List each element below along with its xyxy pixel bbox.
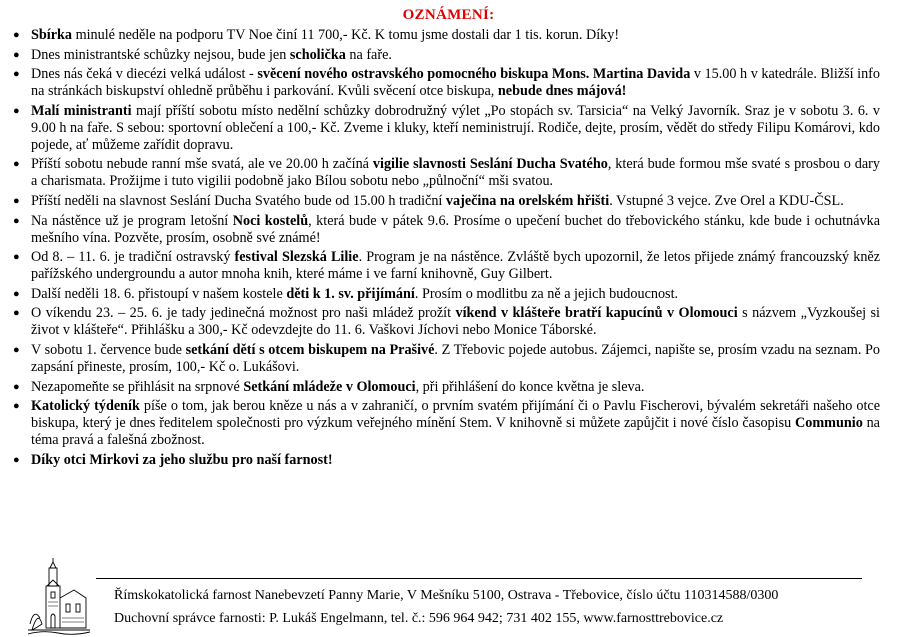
emphasized-text: Noci kostelů bbox=[232, 212, 309, 229]
footer-parish-info: Římskokatolická farnost Nanebevzetí Panny Marie, V Mešníku 5100, Ostrava - Třebovice, číslo účtu 110314588/0300 bbox=[114, 588, 779, 603]
footer-contact-info: Duchovní správce farnosti: P. Lukáš Engelmann, tel. č.: 596 964 942; 731 402 155, www.farnosttrebovice.cz bbox=[114, 611, 724, 626]
item-text: , která bude v pátek 9.6. Prosíme o upečení buchet do třebovického stánku, kde bude i ochutnávka mešního vína. Pozvěte, prosím, osobně své známé! bbox=[31, 212, 881, 246]
list-item bbox=[0, 379, 880, 396]
list-item bbox=[0, 66, 880, 100]
list-item bbox=[0, 398, 880, 449]
list-item bbox=[0, 305, 880, 339]
bullet-icon: ● bbox=[13, 307, 20, 320]
list-item bbox=[0, 193, 880, 210]
item-text: O víkendu 23. – 25. 6. je tady jedinečná možnost pro naši mládež prožít bbox=[31, 305, 456, 322]
item-text: , která bude formou mše svaté s prosbou o dary a charismata. Prožijme i tuto vigilii podobně jako Bílou sobotu nebo „půlnoční“ mši svatou. bbox=[31, 156, 881, 190]
item-text: v 15.00 h v katedrále. Bližší info na stránkách biskupství ohledně průběhu i parkování. Kvůli svěcení otce biskupa, bbox=[31, 66, 881, 100]
bullet-icon: ● bbox=[13, 158, 20, 171]
item-text: Příští sobotu nebude ranní mše svatá, ale ve 20.00 h začíná bbox=[31, 156, 373, 173]
item-text: Nezapomeňte se přihlásit na srpnové bbox=[31, 378, 244, 395]
list-item bbox=[0, 47, 880, 64]
emphasized-text: svěcení nového ostravského pomocného biskupa Mons. Martina Davida bbox=[257, 66, 691, 83]
bullet-icon: ● bbox=[13, 104, 20, 117]
item-text: mají příští sobotu místo nedělní schůzky dobrodružný výlet „Po stopách sv. Tarsicia“ na Velký Javorník. Sraz je v sobotu 3. 6. v 9.00 h na faře. S sebou: sportovní oblečení a 100,- Kč. Zveme i kluky, kteří neministrují. Rodiče, dejte, prosím, vědět do středy Filipu Komárovi, kdo pojede, ať můžeme zařídit dopravu. bbox=[31, 102, 880, 153]
emphasized-text: nebude dnes májová! bbox=[497, 83, 627, 100]
item-text: s názvem „Vyzkoušej si život v klášteře“. Přihlášku a 300,- Kč odevzdejte do 11. 6. Vaškovi Jíchovi nebo Monice Táborské. bbox=[31, 305, 880, 339]
emphasized-text: vaječina na orelském hřišti bbox=[445, 192, 610, 209]
bullet-icon: ● bbox=[13, 194, 20, 207]
emphasized-text: festival Slezská Lilie bbox=[234, 249, 359, 266]
announcement-list bbox=[0, 27, 880, 471]
item-text: píše o tom, jak berou kněze u nás a v zahraničí, o prvním svatém přijímání či o Pavlu Fischerovi, bývalém sekretáři našeho otce biskupa, který je dnes ředitelem společnosti pro výzkum veřejného mínění Stem. V knihovně si můžete zapůjčit i nové číslo časopisu bbox=[31, 398, 881, 432]
bullet-icon: ● bbox=[13, 380, 20, 393]
list-item bbox=[0, 103, 880, 154]
bullet-icon: ● bbox=[13, 29, 20, 41]
bullet-icon: ● bbox=[13, 453, 20, 466]
list-item bbox=[0, 342, 880, 376]
item-text: Na nástěnce už je program letošní bbox=[31, 212, 233, 229]
item-text: . Program je na nástěnce. Zvláště bych upozornil, že letos přijede známý francouzský kněz pařížského undergroundu a autor mnoha knih, které máme i ve farní knihovně, Guy Gilbert. bbox=[31, 249, 881, 283]
item-text: Další neděli 18. 6. přistoupí v našem kostele bbox=[31, 285, 287, 302]
item-text: minulé neděle na podporu TV Noe činí 11 700,- Kč. K tomu jsme dostali dar 1 tis. korun. Díky! bbox=[72, 27, 620, 43]
emphasized-text: vigilie slavnosti Seslání Ducha Svatého bbox=[372, 156, 608, 173]
emphasized-text: setkání dětí s otcem biskupem na Prašivé bbox=[185, 341, 435, 358]
item-text: , při přihlášení do konce května je sleva. bbox=[415, 378, 645, 395]
emphasized-text: Díky otci Mirkovi za jeho službu pro naší farnost! bbox=[31, 451, 333, 468]
item-text: na téma pravá a falešná zbožnost. bbox=[31, 415, 880, 449]
emphasized-text: víkend v klášteře bratří kapucínů v Olomouci bbox=[455, 305, 738, 322]
emphasized-text: Malí ministranti bbox=[31, 102, 132, 119]
footer-divider bbox=[96, 578, 862, 579]
bullet-icon: ● bbox=[13, 343, 20, 356]
list-item bbox=[0, 452, 880, 469]
item-text: Dnes ministrantské schůzky nejsou, bude jen bbox=[31, 46, 290, 63]
bullet-icon: ● bbox=[13, 214, 20, 227]
list-item bbox=[0, 286, 880, 303]
emphasized-text: Communio bbox=[795, 415, 863, 432]
emphasized-text: Sbírka bbox=[31, 27, 73, 43]
emphasized-text: scholička bbox=[289, 46, 346, 63]
bullet-icon: ● bbox=[13, 48, 20, 61]
list-item bbox=[0, 249, 880, 283]
item-text: Od 8. – 11. 6. je tradiční ostravský bbox=[31, 249, 235, 266]
bullet-icon: ● bbox=[13, 68, 20, 81]
church-drawing-icon bbox=[28, 558, 90, 636]
item-text: na faře. bbox=[345, 46, 392, 63]
item-text: V sobotu 1. července bude bbox=[31, 341, 186, 358]
bullet-icon: ● bbox=[13, 287, 20, 300]
list-item bbox=[0, 156, 880, 190]
bullet-icon: ● bbox=[13, 400, 20, 413]
emphasized-text: Setkání mládeže v Olomouci bbox=[243, 378, 416, 395]
page-title: OZNÁMENÍ: bbox=[402, 7, 495, 23]
emphasized-text: Katolický týdeník bbox=[31, 398, 140, 415]
list-item bbox=[0, 213, 880, 247]
item-text: . Prosím o modlitbu za ně a jejich budoucnost. bbox=[414, 285, 679, 302]
item-text: . Z Třebovic pojede autobus. Zájemci, napište se, prosím vzadu na seznam. Po zapsání přineste, prosím, 100,- Kč o. Lukášovi. bbox=[31, 341, 880, 375]
bullet-icon: ● bbox=[13, 251, 20, 264]
list-item bbox=[0, 27, 880, 44]
emphasized-text: děti k 1. sv. přijímání bbox=[286, 285, 415, 302]
item-text: Dnes nás čeká v diecézi velká událost - bbox=[31, 66, 258, 83]
item-text: Příští neděli na slavnost Seslání Ducha Svatého bude od 15.00 h tradiční bbox=[31, 192, 446, 209]
item-text: . Vstupné 3 vejce. Zve Orel a KDU-ČSL. bbox=[609, 192, 844, 209]
